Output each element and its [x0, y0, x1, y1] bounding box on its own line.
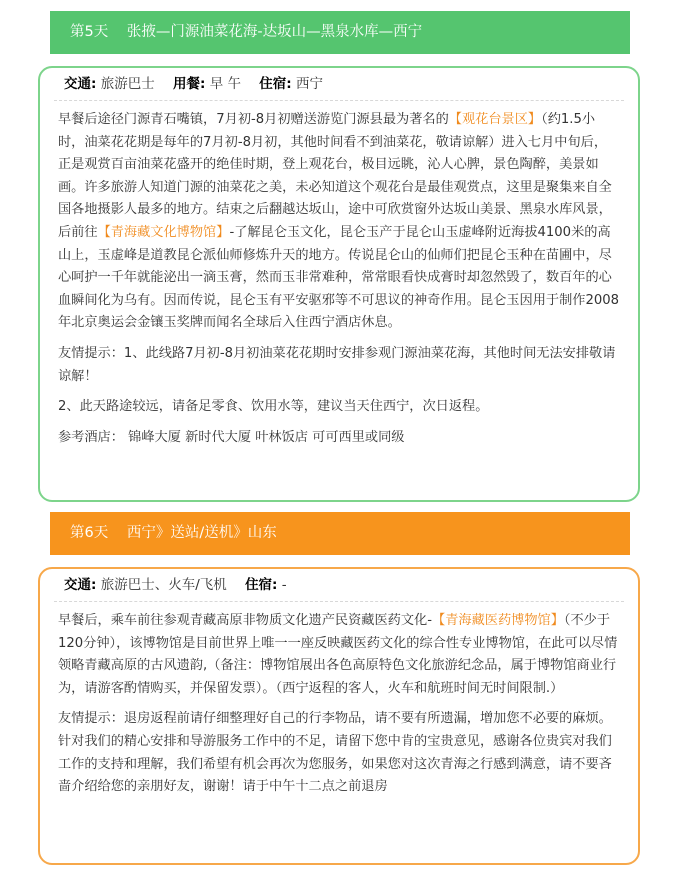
tibetan-medicine-museum-link[interactable]: 【青海藏医药博物馆】 [432, 613, 564, 628]
day5-tip2: 2、此天路途较远，请备足零食、饮用水等，建议当天住西宁，次日返程。 [58, 399, 489, 415]
day6-number: 第6天 [70, 525, 109, 541]
meal-value: 早 午 [209, 76, 241, 92]
transport-label: 交通: [64, 577, 97, 593]
desc-text: 早餐后，乘车前往参观青藏高原非物质文化遗产民资藏医药文化- [58, 613, 433, 628]
day6-description [58, 610, 620, 700]
day5-card [38, 66, 640, 502]
stay-label: 住宿: [259, 76, 292, 92]
day5-description [58, 109, 620, 335]
day6-tip: 友情提示：退房返程前请仔细整理好自己的行李物品，请不要有所遗漏，增加您不必要的麻烦。针对我们的精心安排和导游服务工作中的不足，请留下您中肯的宝贵意见，感谢各位贵宾对我们工作的支持和理解，我们希望有机会再次为您服务，如果您对这次青海之行感到满意，请不要吝啬介绍给您的亲朋好友，谢谢！请于中午十二点之前退房 [58, 711, 612, 795]
transport-value: 旅游巴士 [100, 76, 155, 92]
day6-header [50, 512, 630, 555]
day5-meta [54, 74, 624, 101]
day5-header [50, 11, 630, 54]
stay-label: 住宿: [245, 577, 278, 593]
day5-title: 张掖—门源油菜花海-达坂山—黑泉水库—西宁 [126, 24, 423, 40]
desc-text: -了解昆仑玉文化，昆仑玉产于昆仑山玉虚峰附近海拔4100米的高山上，玉虚峰是道教昆仑派仙师修炼升天的地方。传说昆仑山的仙师们把昆仑玉种在苗圃中，尽心呵护一千年就能泌出一滴玉膏，然而玉非常难种，常常眼看快成膏时却忽然毁了，数百年的心血瞬间化为乌有。因而传说，昆仑玉有平安驱邪等不可思议的神奇作用。昆仑玉因用于制作2008年北京奥运会金镶玉奖牌而闻名全球后入住西宁酒店休息。 [58, 224, 620, 331]
transport-label: 交通: [64, 76, 97, 92]
desc-text: 早餐后途径门源青石嘴镇，7月初-8月初赠送游览门源县最为著名的 [58, 112, 449, 127]
day6-card [38, 567, 640, 865]
day6-meta [54, 575, 624, 602]
tibet-culture-museum-link[interactable]: 【青海藏文化博物馆】 [97, 224, 230, 240]
stay-value: 西宁 [296, 76, 323, 92]
day5-number: 第5天 [70, 24, 109, 40]
desc-text: （约1.5小时，油菜花花期是每年的7月初-8月初，其他时间看不到油菜花，敬请谅解）进入七月中旬后，正是观赏百亩油菜花盛开的绝佳时期，登上观花台，极目远眺，沁人心脾，景色陶醉，美景如画。许多旅游人知道门源的油菜花之美，未必知道这个观花台是最佳观赏点，这里是聚集来自全国各地摄影人最多的地方。结束之后翻越达坂山，途中可欣赏窗外达坂山美景、黑泉水库风景，后前往 [58, 112, 612, 240]
day5-tip1: 友情提示：1、此线路7月初-8月初油菜花花期时安排参观门源油菜花海，其他时间无法安排敬请谅解！ [58, 345, 616, 384]
transport-value: 旅游巴士、火车/飞机 [100, 577, 227, 593]
day6-title: 西宁》送站/送机》山东 [126, 525, 277, 541]
day5-hotel: 参考酒店： 锦峰大厦 新时代大厦 叶林饭店 可可西里或同级 [58, 429, 405, 445]
stay-value: - [281, 577, 287, 593]
meal-label: 用餐: [173, 76, 206, 92]
desc-text: （不少于120分钟），该博物馆是目前世界上唯一一座反映藏医药文化的综合性专业博物馆，在此可以尽情领略青藏高原的古风遗韵,（备注：博物馆展出各色高原特色文化旅游纪念品，属于博物馆商业行为，请游客酌情购买，并保留发票）。（西宁返程的客人，火车和航班时间无时间限制.） [58, 613, 618, 696]
guanhuatai-link[interactable]: 【观花台景区】 [448, 112, 542, 127]
